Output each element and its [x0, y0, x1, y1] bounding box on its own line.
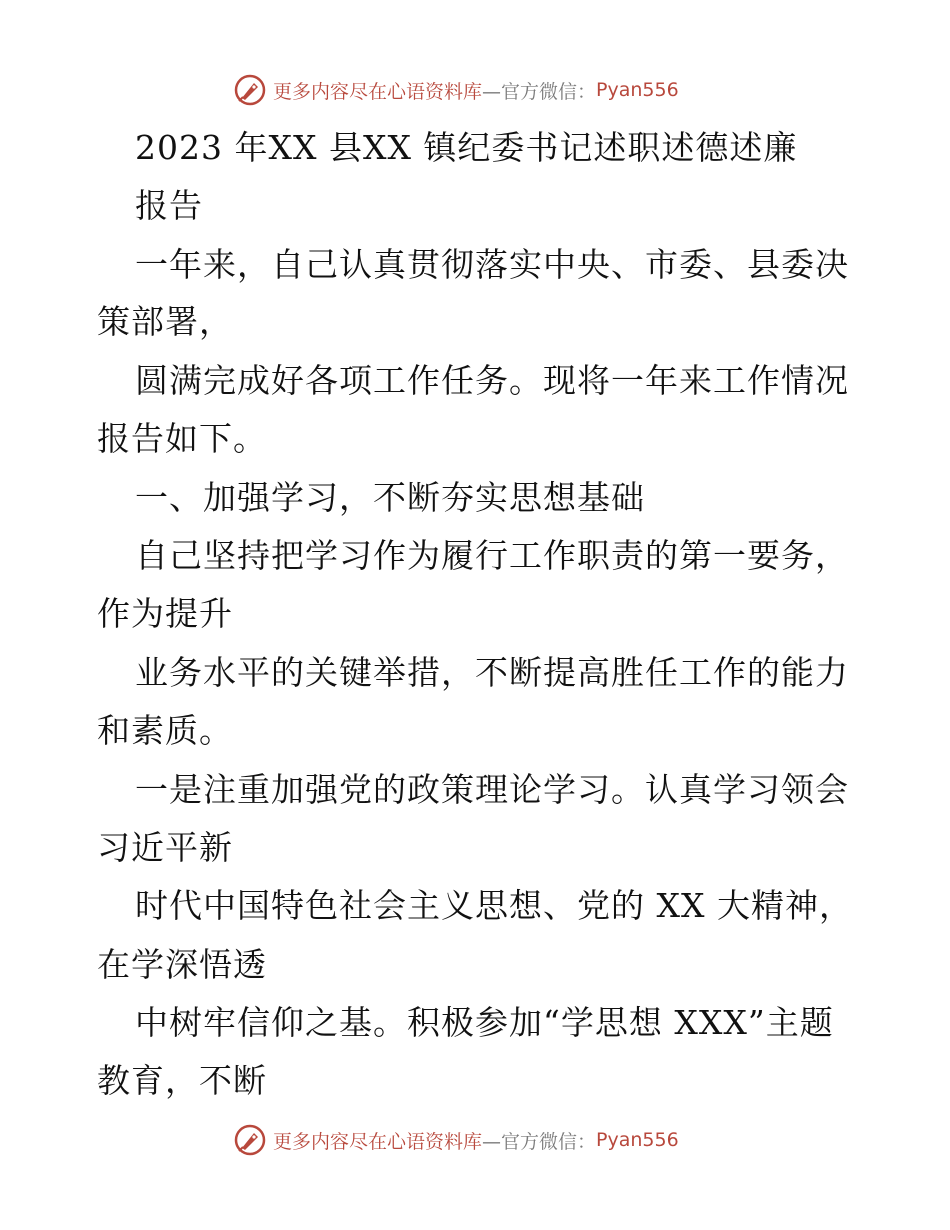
paragraph-line: 作为提升	[97, 594, 233, 633]
watermark-separator: —官方微信：	[482, 80, 597, 103]
paragraph-line: 策部署，	[97, 302, 233, 341]
paragraph-line: 报告如下。	[97, 419, 267, 458]
paragraph-line: 教育，不断	[97, 1061, 267, 1100]
fountain-pen-nib-icon	[233, 1123, 267, 1157]
paragraph-line: 中树牢信仰之基。积极参加“学思想 XXX”主题	[135, 1003, 834, 1042]
watermark-wechat-id: Pyan556	[596, 79, 679, 101]
paragraph-line: 一年来，自己认真贯彻落实中央、市委、县委决	[135, 245, 849, 284]
paragraph-line: 自己坚持把学习作为履行工作职责的第一要务，	[135, 536, 849, 575]
document-title-cont: 报告	[135, 186, 203, 225]
paragraph-line: 一是注重加强党的政策理论学习。认真学习领会	[135, 770, 849, 809]
watermark-separator: —官方微信：	[482, 1130, 597, 1153]
paragraph-line: 习近平新	[97, 828, 233, 867]
document-title: 2023 年XX 县XX 镇纪委书记述职述德述廉	[135, 128, 798, 167]
watermark-text: 更多内容尽在心语资料库	[273, 80, 483, 103]
paragraph-line: 业务水平的关键举措，不断提高胜任工作的能力	[135, 653, 849, 692]
paragraph-line: 圆满完成好各项工作任务。现将一年来工作情况	[135, 361, 849, 400]
section-heading: 一、加强学习，不断夯实思想基础	[135, 478, 645, 517]
paragraph-line: 和素质。	[97, 711, 233, 750]
watermark-text: 更多内容尽在心语资料库	[273, 1130, 483, 1153]
footer-watermark	[233, 1120, 679, 1160]
paragraph-line: 时代中国特色社会主义思想、党的 XX 大精神，	[135, 886, 853, 925]
paragraph-line: 在学深悟透	[97, 945, 267, 984]
watermark-wechat-id: Pyan556	[596, 1129, 679, 1151]
header-watermark	[233, 70, 679, 110]
fountain-pen-nib-icon	[233, 73, 267, 107]
